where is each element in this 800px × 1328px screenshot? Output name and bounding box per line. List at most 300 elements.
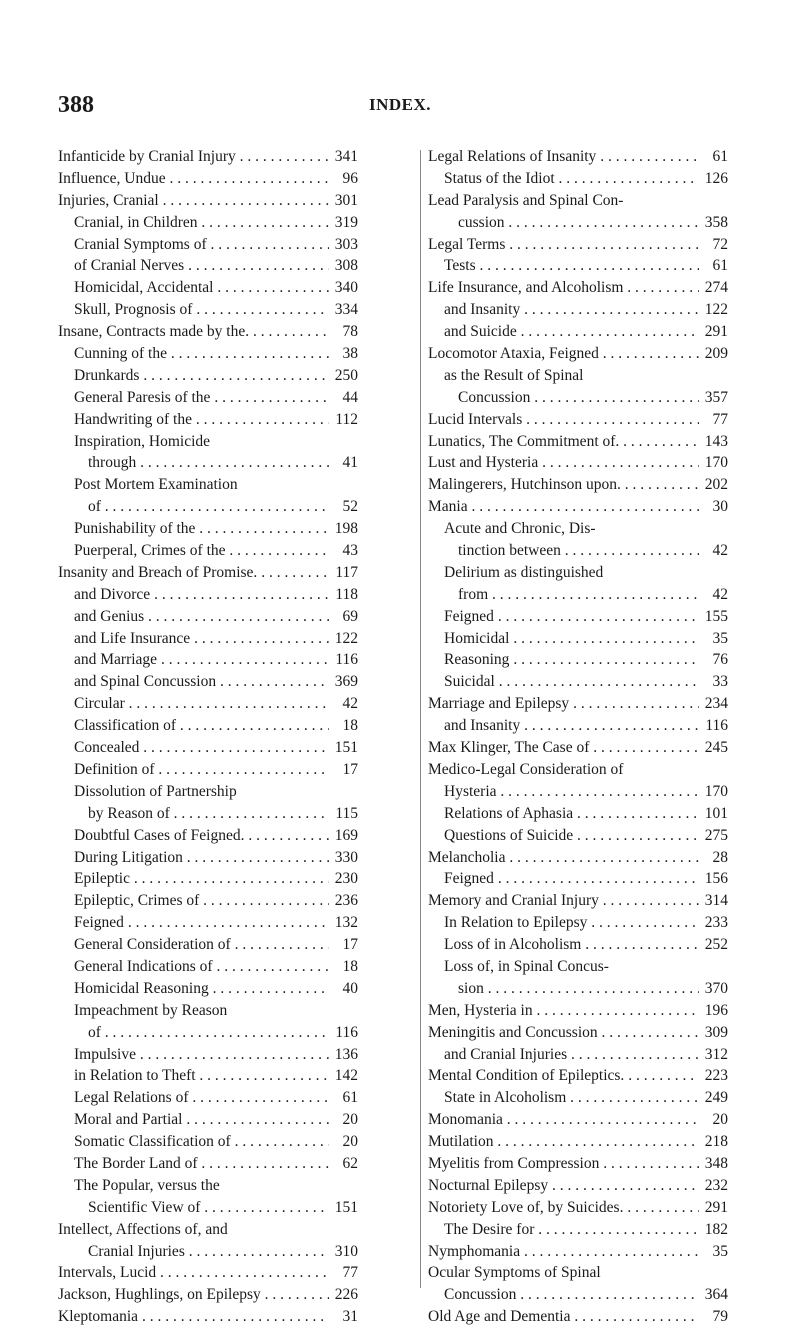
index-entry-page: 334 xyxy=(334,301,358,319)
index-entry-term: and Marriage . . . xyxy=(74,649,329,671)
index-entry-page: 35 xyxy=(712,629,728,647)
index-entry xyxy=(428,343,728,365)
index-entry-page: 72 xyxy=(712,235,728,253)
index-entry-term: Inspiration, Homicide xyxy=(74,432,211,450)
index-entry-term: and Cranial Injuries . . . xyxy=(444,1044,699,1066)
index-entry-term: Ocular Symptoms of Spinal xyxy=(428,1264,601,1282)
index-entry-term: The Border Land of . . . xyxy=(74,1153,329,1175)
index-entry-term: as the Result of Spinal xyxy=(444,366,584,384)
index-entry xyxy=(58,1306,358,1328)
index-entry-page: 234 xyxy=(704,695,728,713)
index-entry-term: Hysteria . . . xyxy=(444,781,699,803)
index-entry xyxy=(428,562,728,584)
index-entry-page: 122 xyxy=(334,629,358,647)
index-entry xyxy=(58,1022,358,1044)
index-entry xyxy=(58,255,358,277)
index-entry xyxy=(58,781,358,803)
index-entry xyxy=(428,387,728,409)
index-entry xyxy=(58,146,358,168)
index-entry-term: Loss of, in Spinal Concus- xyxy=(444,957,609,975)
index-entry-term: Cranial Symptoms of . . . xyxy=(74,234,329,256)
index-entry-term: Doubtful Cases of Feigned. . . . xyxy=(74,825,329,847)
index-entry xyxy=(428,1241,728,1263)
index-entry xyxy=(58,956,358,978)
index-entry-term: Status of the Idiot . . . xyxy=(444,168,699,190)
index-entry xyxy=(428,431,728,453)
index-entry-term: Jackson, Hughlings, on Epilepsy . . . xyxy=(58,1284,329,1306)
index-entry-page: 310 xyxy=(334,1242,358,1260)
index-entry xyxy=(428,321,728,343)
index-entry-page: 182 xyxy=(704,1220,728,1238)
index-entry-term: Nocturnal Epilepsy . . . xyxy=(428,1175,699,1197)
index-entry-page: 61 xyxy=(342,1089,358,1107)
index-entry-term: Old Age and Dementia . . . xyxy=(428,1306,699,1328)
index-entry-page: 69 xyxy=(342,607,358,625)
index-entry xyxy=(428,1153,728,1175)
index-entry-term: In Relation to Epilepsy . . . xyxy=(444,912,699,934)
index-entry-term: Drunkards . . . xyxy=(74,365,329,387)
index-entry-term: General Indications of . . . xyxy=(74,956,329,978)
index-entry-term: Intervals, Lucid . . . xyxy=(58,1262,329,1284)
index-entry xyxy=(428,1175,728,1197)
index-entry-page: 314 xyxy=(704,892,728,910)
index-entry-term: Melancholia . . . xyxy=(428,847,699,869)
index-entry xyxy=(428,1262,728,1284)
index-entry-term: Homicidal, Accidental . . . xyxy=(74,277,329,299)
index-entry-term: The Desire for . . . xyxy=(444,1219,699,1241)
index-entry-term: Delirium as distinguished xyxy=(444,563,604,581)
index-entry-page: 77 xyxy=(342,1264,358,1282)
index-entry-page: 364 xyxy=(704,1286,728,1304)
index-entry xyxy=(58,1197,358,1219)
index-entry xyxy=(58,452,358,474)
index-entry-term: Meningitis and Concussion . . . xyxy=(428,1022,699,1044)
index-entry xyxy=(58,803,358,825)
index-entry-page: 358 xyxy=(704,213,728,231)
index-entry xyxy=(428,671,728,693)
index-entry xyxy=(428,146,728,168)
index-entry-term: Influence, Undue . . . xyxy=(58,168,329,190)
index-entry-term: Mutilation . . . xyxy=(428,1131,699,1153)
index-entry xyxy=(58,496,358,518)
index-entry-term: Feigned . . . xyxy=(74,912,329,934)
index-entry-term: Concussion . . . xyxy=(444,1284,699,1306)
index-entry-page: 41 xyxy=(342,454,358,472)
index-entry-page: 357 xyxy=(704,388,728,406)
index-entry xyxy=(58,890,358,912)
index-entry-page: 223 xyxy=(704,1067,728,1085)
index-entry-term: Legal Terms . . . xyxy=(428,234,699,256)
index-entry-page: 136 xyxy=(334,1045,358,1063)
index-entry xyxy=(428,847,728,869)
index-entry-term: Skull, Prognosis of . . . xyxy=(74,299,329,321)
index-entry-term: Locomotor Ataxia, Feigned . . . xyxy=(428,343,699,365)
index-entry-term: and Insanity . . . xyxy=(444,715,699,737)
index-entry-page: 218 xyxy=(704,1133,728,1151)
index-entry xyxy=(58,1262,358,1284)
index-entry xyxy=(428,1131,728,1153)
index-entry xyxy=(428,452,728,474)
index-entry-term: Lunatics, The Commitment of. . . . xyxy=(428,431,699,453)
index-entry xyxy=(58,1044,358,1066)
index-entry-page: 20 xyxy=(342,1111,358,1129)
index-entry-term: Post Mortem Examination xyxy=(74,476,238,494)
index-entry-page: 369 xyxy=(334,673,358,691)
index-entry-term: Men, Hysteria in . . . xyxy=(428,1000,699,1022)
index-entry-page: 319 xyxy=(334,213,358,231)
index-entry-term: Nymphomania . . . xyxy=(428,1241,699,1263)
index-entry-page: 170 xyxy=(704,782,728,800)
index-entry-term: Max Klinger, The Case of . . . xyxy=(428,737,699,759)
index-entry xyxy=(428,868,728,890)
index-entry xyxy=(428,803,728,825)
index-entry-term: and Life Insurance . . . xyxy=(74,628,329,650)
index-entry xyxy=(428,628,728,650)
index-entry xyxy=(58,847,358,869)
index-entry-term: and Suicide . . . xyxy=(444,321,699,343)
index-entry-page: 96 xyxy=(342,169,358,187)
index-entry-term: The Popular, versus the xyxy=(74,1176,220,1194)
index-entry-page: 116 xyxy=(705,717,728,735)
index-entry-page: 118 xyxy=(335,585,358,603)
index-entry xyxy=(58,934,358,956)
index-entry-term: Tests . . . xyxy=(444,255,699,277)
index-entry-page: 101 xyxy=(704,804,728,822)
index-entry-term: and Spinal Concussion . . . xyxy=(74,671,329,693)
index-entry-page: 78 xyxy=(342,323,358,341)
index-entry-page: 301 xyxy=(334,191,358,209)
index-entry xyxy=(58,1109,358,1131)
index-entry xyxy=(58,825,358,847)
index-entry-page: 40 xyxy=(342,979,358,997)
index-entry xyxy=(428,1197,728,1219)
index-entry-page: 17 xyxy=(342,936,358,954)
index-entry xyxy=(428,737,728,759)
index-entry-page: 274 xyxy=(704,279,728,297)
index-entry xyxy=(428,978,728,1000)
index-entry-term: and Divorce . . . xyxy=(74,584,329,606)
index-entry xyxy=(428,890,728,912)
index-entry-page: 62 xyxy=(342,1154,358,1172)
index-entry-page: 233 xyxy=(704,914,728,932)
index-entry xyxy=(58,1065,358,1087)
index-entry-page: 17 xyxy=(342,760,358,778)
index-entry-page: 230 xyxy=(334,870,358,888)
index-entry xyxy=(428,912,728,934)
index-entry-page: 52 xyxy=(342,498,358,516)
index-entry-term: Insanity and Breach of Promise. . . . xyxy=(58,562,329,584)
index-column-left xyxy=(58,146,358,1328)
index-entry-term: Feigned . . . xyxy=(444,868,699,890)
index-entry-term: in Relation to Theft . . . xyxy=(74,1065,329,1087)
index-entry-term: Medico-Legal Consideration of xyxy=(428,760,624,778)
index-entry-term: Suicidal . . . xyxy=(444,671,699,693)
index-entry-page: 236 xyxy=(334,892,358,910)
index-entry-term: Epileptic . . . xyxy=(74,868,329,890)
index-entry-page: 250 xyxy=(334,366,358,384)
index-entry xyxy=(58,715,358,737)
index-entry xyxy=(58,431,358,453)
index-entry-term: Relations of Aphasia . . . xyxy=(444,803,699,825)
index-entry-term: of . . . xyxy=(88,1022,329,1044)
index-entry-page: 170 xyxy=(704,454,728,472)
index-entry-term: Infanticide by Cranial Injury . . . xyxy=(58,146,329,168)
index-entry-term: Impulsive . . . xyxy=(74,1044,329,1066)
index-entry-term: Circular . . . xyxy=(74,693,329,715)
index-entry-page: 232 xyxy=(704,1176,728,1194)
index-entry xyxy=(58,978,358,1000)
index-entry-term: General Consideration of . . . xyxy=(74,934,329,956)
index-entry xyxy=(428,693,728,715)
index-entry xyxy=(58,299,358,321)
index-entry-term: and Genius . . . xyxy=(74,606,329,628)
index-entry xyxy=(58,1153,358,1175)
index-entry-page: 20 xyxy=(712,1111,728,1129)
index-entry-page: 142 xyxy=(334,1067,358,1085)
index-entry xyxy=(428,190,728,212)
index-entry-page: 156 xyxy=(704,870,728,888)
index-entry xyxy=(58,606,358,628)
index-entry xyxy=(428,234,728,256)
index-entry-term: Legal Relations of . . . xyxy=(74,1087,329,1109)
index-entry xyxy=(58,628,358,650)
index-entry-page: 28 xyxy=(712,848,728,866)
index-entry xyxy=(58,168,358,190)
index-entry-term: Concussion . . . xyxy=(458,387,699,409)
index-entry xyxy=(58,518,358,540)
index-entry-term: Insane, Contracts made by the. . . . xyxy=(58,321,329,343)
index-entry xyxy=(58,649,358,671)
index-entry-page: 143 xyxy=(704,432,728,450)
index-entry xyxy=(58,1175,358,1197)
index-entry xyxy=(428,474,728,496)
index-entry xyxy=(58,1284,358,1306)
index-entry-page: 245 xyxy=(704,739,728,757)
index-entry-term: Monomania . . . xyxy=(428,1109,699,1131)
index-entry-term: Notoriety Love of, by Suicides. . . . xyxy=(428,1197,699,1219)
index-entry xyxy=(428,365,728,387)
index-entry-term: cussion . . . xyxy=(458,212,699,234)
column-divider xyxy=(420,150,421,1288)
index-entry-term: During Litigation . . . xyxy=(74,847,329,869)
index-entry-term: Scientific View of . . . xyxy=(88,1197,329,1219)
index-entry xyxy=(428,409,728,431)
index-entry-term: Lust and Hysteria . . . xyxy=(428,452,699,474)
index-entry-term: Loss of in Alcoholism . . . xyxy=(444,934,699,956)
index-entry xyxy=(428,540,728,562)
index-entry-page: 116 xyxy=(335,1023,358,1041)
index-entry-page: 18 xyxy=(342,957,358,975)
index-entry-page: 196 xyxy=(704,1001,728,1019)
index-entry-term: and Insanity . . . xyxy=(444,299,699,321)
index-entry xyxy=(428,1087,728,1109)
index-entry xyxy=(428,934,728,956)
index-entry-page: 33 xyxy=(712,673,728,691)
index-entry-page: 77 xyxy=(712,410,728,428)
index-entry-page: 309 xyxy=(704,1023,728,1041)
index-entry xyxy=(428,1022,728,1044)
index-entry-page: 370 xyxy=(704,979,728,997)
index-entry xyxy=(428,606,728,628)
index-entry-page: 202 xyxy=(704,476,728,494)
index-entry xyxy=(58,1241,358,1263)
index-entry-term: Marriage and Epilepsy . . . xyxy=(428,693,699,715)
index-entry xyxy=(428,1306,728,1328)
index-entry xyxy=(58,759,358,781)
index-entry xyxy=(58,387,358,409)
index-entry xyxy=(58,474,358,496)
index-entry xyxy=(58,540,358,562)
index-entry-term: Homicidal Reasoning . . . xyxy=(74,978,329,1000)
index-entry xyxy=(428,168,728,190)
index-entry-term: Lucid Intervals . . . xyxy=(428,409,699,431)
index-entry-term: Cranial Injuries . . . xyxy=(88,1241,329,1263)
index-entry-page: 155 xyxy=(704,607,728,625)
index-entry-term: Epileptic, Crimes of . . . xyxy=(74,890,329,912)
index-entry-term: Life Insurance, and Alcoholism . . . xyxy=(428,277,699,299)
index-entry-page: 115 xyxy=(335,804,358,822)
index-entry xyxy=(428,212,728,234)
index-entry xyxy=(428,956,728,978)
index-entry-term: Malingerers, Hutchinson upon. . . . xyxy=(428,474,699,496)
index-entry xyxy=(58,562,358,584)
index-entry-page: 79 xyxy=(712,1308,728,1326)
index-entry xyxy=(58,1087,358,1109)
index-entry xyxy=(58,1131,358,1153)
index-entry xyxy=(58,365,358,387)
index-entry-term: Cranial, in Children . . . xyxy=(74,212,329,234)
index-entry-term: Acute and Chronic, Dis- xyxy=(444,520,596,538)
index-entry-term: Homicidal . . . xyxy=(444,628,699,650)
index-entry-term: Dissolution of Partnership xyxy=(74,782,237,800)
index-entry-page: 291 xyxy=(704,323,728,341)
index-entry-page: 38 xyxy=(342,345,358,363)
index-entry xyxy=(428,518,728,540)
index-entry-page: 226 xyxy=(334,1286,358,1304)
index-entry xyxy=(428,781,728,803)
index-entry-term: Mania . . . xyxy=(428,496,699,518)
index-entry-page: 348 xyxy=(704,1154,728,1172)
index-entry-page: 76 xyxy=(712,651,728,669)
index-entry-page: 126 xyxy=(704,169,728,187)
index-entry-term: Myelitis from Compression . . . xyxy=(428,1153,699,1175)
index-entry xyxy=(58,1219,358,1241)
index-entry-page: 291 xyxy=(704,1198,728,1216)
index-entry-term: Concealed . . . xyxy=(74,737,329,759)
index-entry-term: Somatic Classification of . . . xyxy=(74,1131,329,1153)
index-entry xyxy=(58,409,358,431)
index-entry xyxy=(428,299,728,321)
index-entry-page: 340 xyxy=(334,279,358,297)
index-entry-term: Reasoning . . . xyxy=(444,649,699,671)
index-entry xyxy=(428,1284,728,1306)
index-entry xyxy=(428,825,728,847)
index-entry-page: 20 xyxy=(342,1133,358,1151)
index-entry-term: Moral and Partial . . . xyxy=(74,1109,329,1131)
index-entry xyxy=(428,1065,728,1087)
index-entry-term: Classification of . . . xyxy=(74,715,329,737)
page-number: 388 xyxy=(58,92,94,118)
index-entry-page: 308 xyxy=(334,257,358,275)
index-entry-page: 151 xyxy=(334,1198,358,1216)
index-entry-term: sion . . . xyxy=(458,978,699,1000)
index-entry-term: Impeachment by Reason xyxy=(74,1001,228,1019)
index-entry-term: Definition of . . . xyxy=(74,759,329,781)
index-entry-page: 35 xyxy=(712,1242,728,1260)
index-entry xyxy=(428,255,728,277)
index-entry-page: 42 xyxy=(342,695,358,713)
index-entry-page: 198 xyxy=(334,520,358,538)
index-entry-page: 42 xyxy=(712,542,728,560)
index-entry-term: by Reason of . . . xyxy=(88,803,329,825)
index-entry-page: 42 xyxy=(712,585,728,603)
index-entry-page: 330 xyxy=(334,848,358,866)
index-entry-term: Puerperal, Crimes of the . . . xyxy=(74,540,329,562)
index-entry-term: Feigned . . . xyxy=(444,606,699,628)
index-entry xyxy=(428,1000,728,1022)
index-entry xyxy=(58,343,358,365)
index-entry-term: Injuries, Cranial . . . xyxy=(58,190,329,212)
index-entry-page: 44 xyxy=(342,388,358,406)
index-entry xyxy=(58,1000,358,1022)
index-entry-page: 341 xyxy=(334,148,358,165)
index-entry xyxy=(428,496,728,518)
index-entry-term: Intellect, Affections of, and xyxy=(58,1220,228,1238)
index-entry-term: of Cranial Nerves . . . xyxy=(74,255,329,277)
index-entry xyxy=(58,190,358,212)
index-entry-page: 169 xyxy=(334,826,358,844)
index-entry xyxy=(58,234,358,256)
index-entry-page: 303 xyxy=(334,235,358,253)
index-entry xyxy=(428,715,728,737)
index-entry-page: 112 xyxy=(335,410,358,428)
index-entry xyxy=(58,868,358,890)
index-entry xyxy=(58,737,358,759)
index-entry-page: 116 xyxy=(335,651,358,669)
index-entry xyxy=(428,1044,728,1066)
index-entry-term: General Paresis of the . . . xyxy=(74,387,329,409)
index-entry xyxy=(428,277,728,299)
index-entry-page: 61 xyxy=(712,257,728,275)
index-entry-term: Punishability of the . . . xyxy=(74,518,329,540)
index-entry xyxy=(58,693,358,715)
index-entry xyxy=(428,1109,728,1131)
index-entry-page: 31 xyxy=(342,1308,358,1326)
index-entry-term: State in Alcoholism . . . xyxy=(444,1087,699,1109)
index-entry-page: 18 xyxy=(342,717,358,735)
index-entry xyxy=(58,277,358,299)
index-entry-term: Memory and Cranial Injury . . . xyxy=(428,890,699,912)
index-entry-term: Lead Paralysis and Spinal Con- xyxy=(428,191,624,209)
index-entry-page: 151 xyxy=(334,739,358,757)
index-entry-term: tinction between . . . xyxy=(458,540,699,562)
index-entry-page: 132 xyxy=(334,914,358,932)
index-entry-term: from . . . xyxy=(458,584,699,606)
index-entry xyxy=(428,584,728,606)
index-entry xyxy=(58,912,358,934)
index-entry xyxy=(428,649,728,671)
index-entry xyxy=(428,1219,728,1241)
index-column-right xyxy=(428,146,728,1328)
index-entry xyxy=(428,759,728,781)
running-head: INDEX. xyxy=(368,95,432,114)
index-entry-page: 275 xyxy=(704,826,728,844)
index-entry-term: Kleptomania . . . xyxy=(58,1306,329,1328)
index-entry-term: Questions of Suicide . . . xyxy=(444,825,699,847)
index-entry-term: through . . . xyxy=(88,452,329,474)
index-entry-page: 122 xyxy=(704,301,728,319)
index-entry-term: Mental Condition of Epileptics. . . . xyxy=(428,1065,699,1087)
